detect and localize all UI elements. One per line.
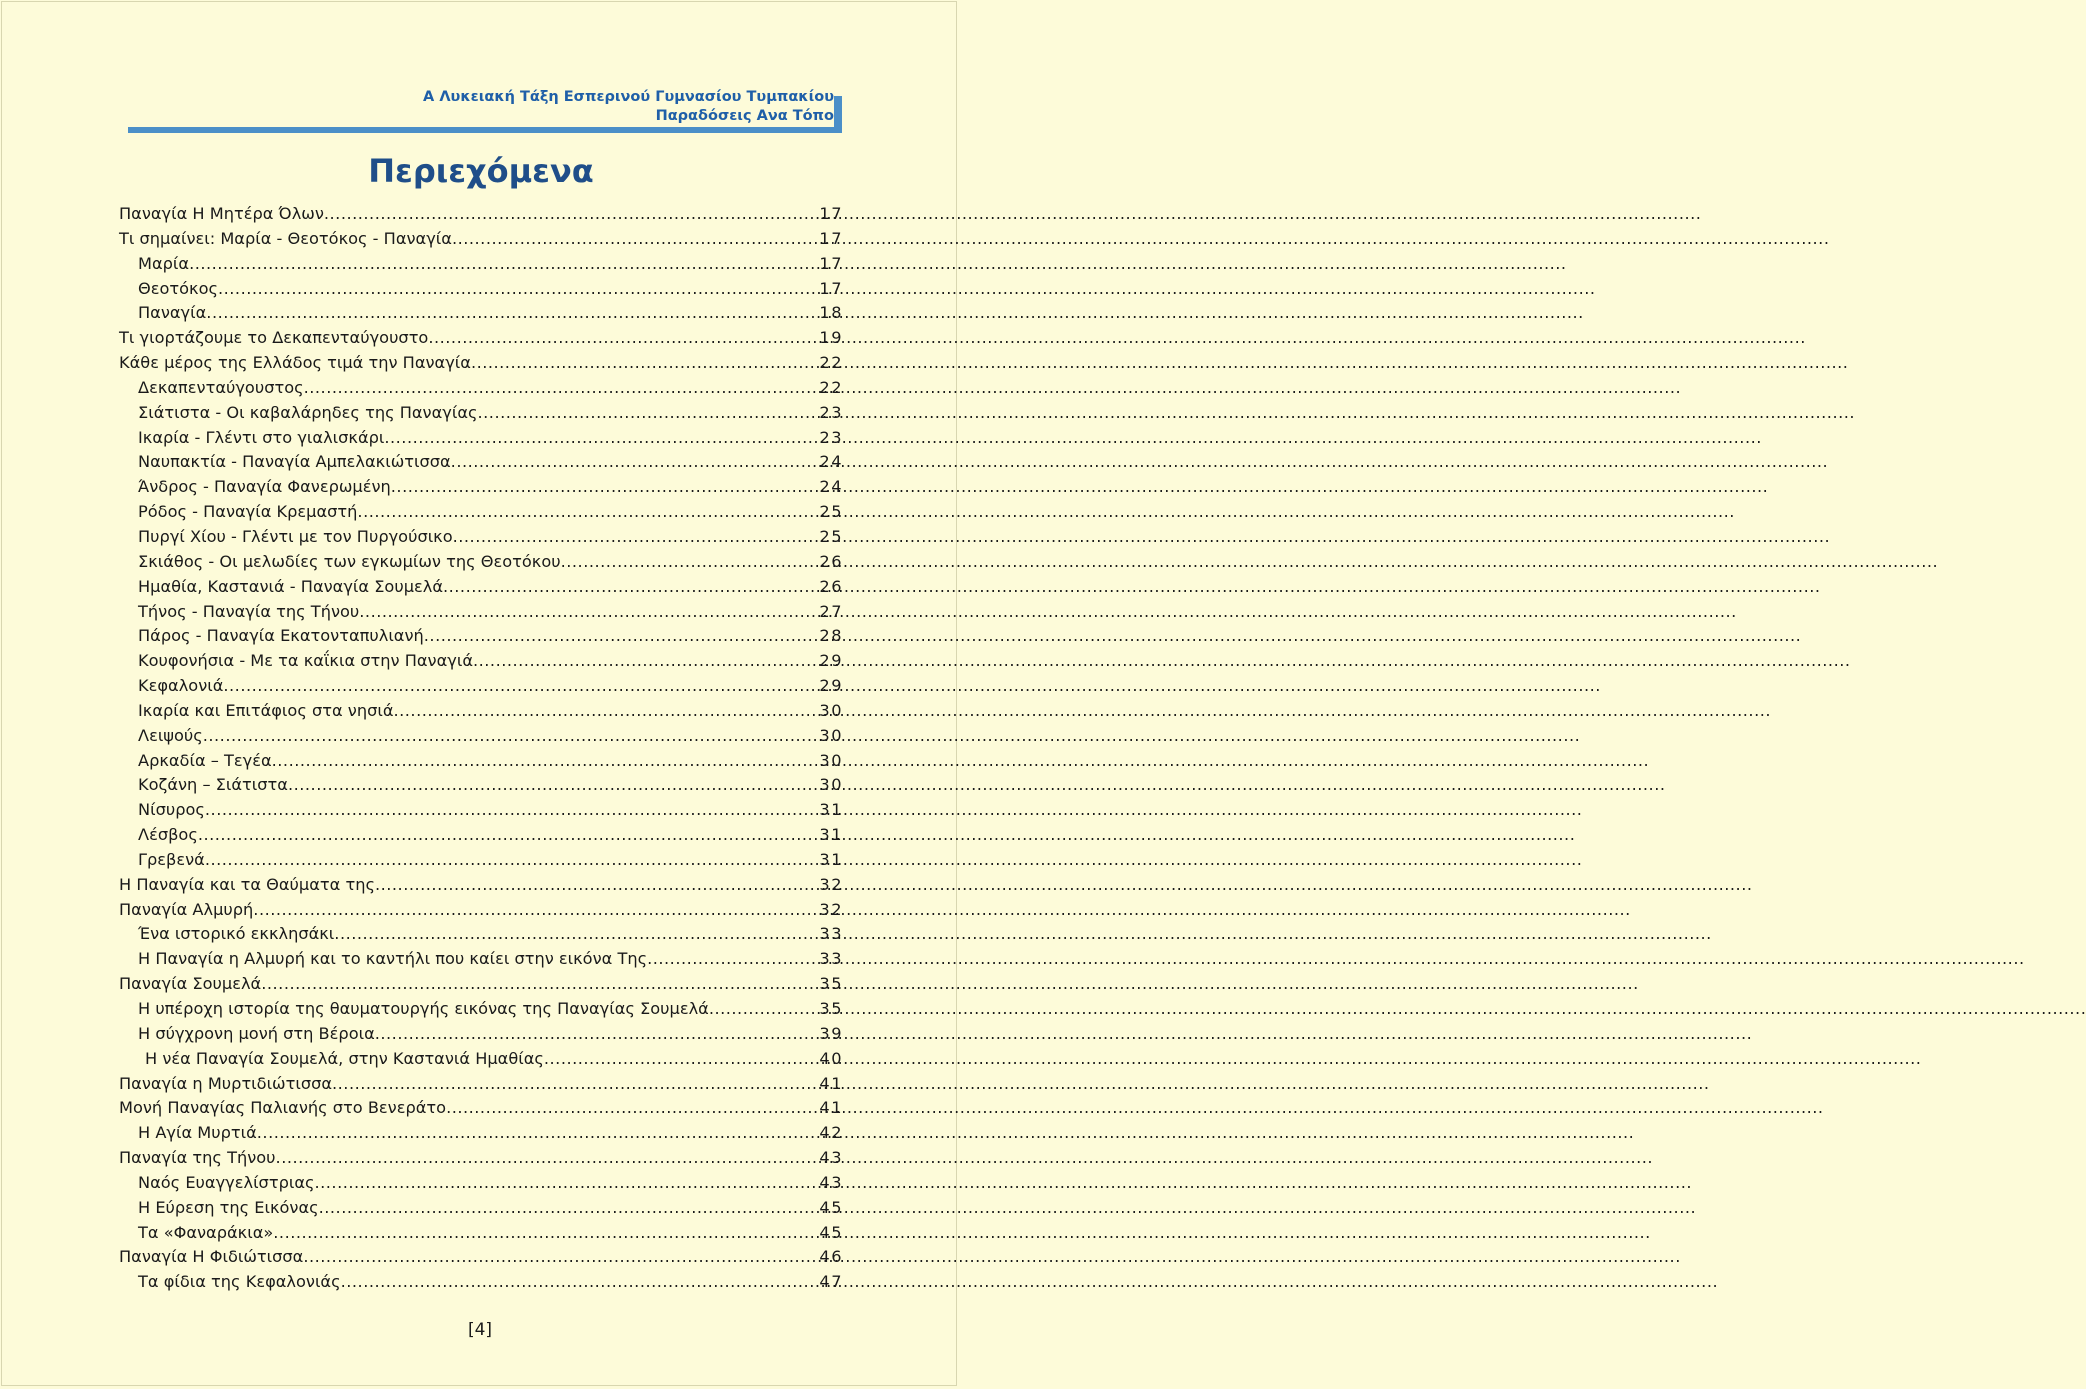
toc-entry-page: 30 (819, 750, 843, 770)
toc-entry-title: Μαρία (138, 253, 190, 273)
toc-entry[interactable] (119, 301, 843, 326)
toc-entry-title: Παναγία Η Μητέρα Όλων (119, 204, 324, 223)
toc-leader-dots (544, 1047, 818, 1072)
toc-entry-page: 29 (819, 651, 843, 671)
toc-entry-page: 43 (819, 1172, 843, 1192)
table-of-contents (119, 202, 843, 1295)
toc-entry-page: 27 (819, 601, 843, 621)
toc-entry[interactable] (119, 848, 843, 873)
toc-leader-dots (272, 749, 818, 774)
toc-entry-page: 29 (819, 676, 843, 696)
toc-leader-dots (198, 823, 818, 848)
toc-leader-dots (319, 1196, 818, 1221)
toc-entry-page: 33 (819, 949, 843, 969)
toc-entry[interactable] (119, 1072, 843, 1097)
toc-entry[interactable] (119, 277, 843, 302)
toc-leader-dots (359, 600, 817, 625)
toc-entry-page: 31 (819, 800, 843, 820)
toc-leader-dots (261, 972, 817, 997)
toc-entry[interactable] (119, 922, 843, 947)
toc-entry-title: Δεκαπενταύγουστος (138, 377, 304, 397)
toc-leader-dots (375, 873, 817, 898)
toc-leader-dots (473, 649, 817, 674)
toc-entry-title: Τήνος - Παναγία της Τήνου (138, 601, 360, 621)
toc-leader-dots (273, 1221, 817, 1246)
toc-entry-page: 45 (819, 1197, 843, 1217)
toc-leader-dots (384, 426, 817, 451)
toc-entry[interactable] (119, 600, 843, 625)
toc-entry[interactable] (119, 450, 843, 475)
toc-entry[interactable] (119, 773, 843, 798)
toc-entry-page: 17 (819, 228, 843, 248)
running-header (423, 88, 842, 126)
toc-entry[interactable] (119, 1096, 843, 1121)
toc-entry-page: 31 (819, 849, 843, 869)
toc-entry[interactable] (119, 401, 843, 426)
toc-entry-title: Η νέα Παναγία Σουμελά, στην Καστανιά Ημαθίας (145, 1048, 544, 1068)
toc-leader-dots (375, 1022, 818, 1047)
toc-entry-title: Η υπέροχη ιστορία της θαυματουργής εικόνας της Παναγίας Σουμελά (138, 999, 709, 1018)
toc-leader-dots (276, 1146, 818, 1171)
toc-entry-title: Μονή Παναγίας Παλιανής στο Βενεράτο (119, 1098, 447, 1118)
toc-leader-dots (452, 227, 817, 252)
toc-leader-dots (453, 525, 818, 550)
toc-entry[interactable] (119, 426, 843, 451)
toc-entry-page: 19 (819, 328, 843, 348)
toc-entry-title: Σιάτιστα - Οι καβαλάρηδες της Παναγίας (138, 402, 478, 422)
toc-entry-page: 46 (819, 1247, 843, 1267)
toc-entry-page: 23 (819, 427, 843, 447)
toc-entry-title: Αρκαδία – Τεγέα (138, 750, 272, 770)
toc-entry[interactable] (119, 252, 843, 277)
toc-entry-title: Η Παναγία και τα Θαύματα της (119, 874, 375, 894)
page-number: [4] (467, 1320, 493, 1340)
toc-leader-dots (357, 500, 817, 525)
toc-entry[interactable] (119, 649, 843, 674)
toc-entry[interactable] (119, 724, 843, 749)
toc-entry[interactable] (119, 575, 843, 600)
toc-leader-dots (205, 848, 818, 873)
toc-entry-title: Κεφαλονιά (138, 676, 224, 696)
toc-entry-page: 31 (819, 825, 843, 845)
toc-entry[interactable] (119, 798, 843, 823)
toc-entry[interactable] (119, 947, 843, 972)
toc-entry[interactable] (119, 1196, 843, 1221)
toc-entry-page: 33 (819, 924, 843, 944)
toc-leader-dots (205, 798, 817, 823)
toc-entry-page: 26 (819, 576, 843, 596)
toc-entry-page: 17 (819, 253, 843, 273)
toc-entry-title: Ικαρία - Γλέντι στο γιαλισκάρι (138, 427, 385, 447)
toc-entry-title: Λέσβος (138, 825, 198, 845)
toc-leader-dots (428, 326, 817, 351)
toc-entry[interactable] (119, 1245, 843, 1270)
toc-leader-dots (257, 1121, 818, 1146)
toc-entry-title: Ναυπακτία - Παναγία Αμπελακιώτισσα (138, 452, 451, 472)
toc-entry-title: Κουφονήσια - Με τα καΐκια στην Παναγιά (138, 651, 473, 671)
toc-entry-page: 17 (819, 204, 843, 223)
toc-leader-dots (303, 1245, 817, 1270)
toc-leader-dots (315, 1171, 818, 1196)
toc-entry-page: 42 (819, 1123, 843, 1143)
toc-entry-page: 35 (819, 974, 843, 994)
toc-leader-dots (288, 773, 817, 798)
toc-entry-page: 25 (819, 502, 843, 522)
toc-entry-page: 30 (819, 700, 843, 720)
toc-entry[interactable] (119, 376, 843, 401)
toc-entry-title: Παναγία της Τήνου (119, 1148, 276, 1168)
toc-entry-title: Ρόδος - Παναγία Κρεμαστή (138, 502, 358, 522)
toc-entry-page: 35 (819, 999, 843, 1018)
toc-entry-title: Γρεβενά (138, 849, 205, 869)
toc-entry-title: Θεοτόκος (138, 278, 218, 298)
toc-entry-title: Παναγία Σουμελά (119, 974, 262, 994)
toc-entry[interactable] (119, 1022, 843, 1047)
toc-leader-dots (253, 898, 817, 923)
toc-entry-title: Η Παναγία η Αλμυρή και το καντήλι που καίει στην εικόνα Της (138, 949, 648, 969)
toc-entry[interactable] (119, 997, 843, 1022)
toc-entry[interactable] (119, 972, 843, 997)
toc-entry[interactable] (119, 823, 843, 848)
toc-leader-dots (324, 202, 818, 227)
toc-entry-page: 22 (819, 377, 843, 397)
header-rule (128, 127, 836, 133)
toc-leader-dots (223, 674, 817, 699)
toc-leader-dots (451, 450, 818, 475)
toc-entry[interactable] (119, 202, 843, 227)
toc-entry-title: Η Αγία Μυρτιά (138, 1123, 257, 1143)
toc-entry-page: 22 (819, 353, 843, 373)
toc-entry[interactable] (119, 1270, 843, 1295)
toc-entry-page: 47 (819, 1272, 843, 1292)
toc-entry-title: Ικαρία και Επιτάφιος στα νησιά (138, 700, 394, 720)
toc-leader-dots (332, 1072, 817, 1097)
toc-entry[interactable] (119, 227, 843, 252)
toc-entry[interactable] (119, 699, 843, 724)
toc-entry[interactable] (119, 749, 843, 774)
toc-entry[interactable] (119, 1171, 843, 1196)
toc-entry-title: Πυργί Χίου - Γλέντι με τον Πυργούσικο (138, 526, 453, 546)
toc-leader-dots (218, 277, 817, 302)
toc-entry-page: 18 (819, 303, 843, 323)
toc-entry-title: Παναγία Η Φιδιώτισσα (119, 1247, 304, 1267)
toc-entry-page: 45 (819, 1222, 843, 1242)
toc-leader-dots (391, 475, 818, 500)
toc-entry[interactable] (119, 898, 843, 923)
toc-entry[interactable] (119, 500, 843, 525)
toc-entry-title: Λειψούς (138, 725, 203, 745)
toc-entry-title: Ναός Ευαγγελίστριας (138, 1172, 315, 1192)
toc-entry-title: Τι σημαίνει: Μαρία - Θεοτόκος - Παναγία (119, 228, 452, 248)
toc-entry[interactable] (119, 475, 843, 500)
header-line-1: Α Λυκειακή Τάξη Εσπερινού Γυμνασίου Τυμπακίου (423, 89, 834, 105)
toc-entry[interactable] (119, 1221, 843, 1246)
toc-entry-title: Τι γιορτάζουμε το Δεκαπενταύγουστο (119, 328, 429, 348)
toc-entry-page: 32 (819, 874, 843, 894)
toc-entry[interactable] (119, 1121, 843, 1146)
toc-entry-page: 26 (819, 551, 843, 571)
toc-entry-title: Πάρος - Παναγία Εκατονταπυλιανή (138, 626, 424, 646)
toc-leader-dots (304, 376, 818, 401)
toc-leader-dots (334, 922, 817, 947)
toc-entry-page: 40 (819, 1048, 843, 1068)
toc-entry-page: 30 (819, 725, 843, 745)
toc-leader-dots (424, 624, 818, 649)
toc-leader-dots (709, 997, 818, 1022)
toc-entry-page: 32 (819, 899, 843, 919)
toc-entry-page: 41 (819, 1098, 843, 1118)
toc-entry-title: Άνδρος - Παναγία Φανερωμένη (138, 477, 391, 497)
toc-leader-dots (189, 252, 817, 277)
toc-entry[interactable] (119, 873, 843, 898)
toc-entry[interactable] (119, 1146, 843, 1171)
toc-leader-dots (478, 401, 818, 426)
toc-entry[interactable] (119, 525, 843, 550)
toc-entry-title: Παναγία (138, 303, 207, 323)
toc-entry-page: 25 (819, 526, 843, 546)
page-title: Περιεχόμενα (368, 152, 594, 190)
toc-entry-page: 17 (819, 278, 843, 298)
toc-entry[interactable] (119, 624, 843, 649)
toc-leader-dots (471, 351, 817, 376)
toc-entry-title: Τα «Φαναράκια» (138, 1222, 274, 1242)
toc-entry-title: Η σύγχρονη μονή στη Βέροια (138, 1023, 375, 1043)
toc-entry-page: 24 (819, 452, 843, 472)
toc-entry-page: 23 (819, 402, 843, 422)
toc-leader-dots (561, 550, 818, 575)
toc-entry-title: Τα φίδια της Κεφαλονιάς (138, 1272, 341, 1292)
toc-leader-dots (446, 1096, 817, 1121)
toc-entry-title: Ημαθία, Καστανιά - Παναγία Σουμελά (138, 576, 443, 596)
toc-entry-page: 41 (819, 1073, 843, 1093)
header-line-2: Παραδόσεις Ανα Τόπο (655, 108, 834, 124)
toc-entry[interactable] (119, 674, 843, 699)
toc-leader-dots (341, 1270, 818, 1295)
toc-leader-dots (394, 699, 818, 724)
toc-entry-page: 28 (819, 626, 843, 646)
toc-entry-title: Νίσυρος (138, 800, 205, 820)
toc-entry-title: Παναγία Αλμυρή (119, 899, 254, 919)
toc-entry-title: Παναγία η Μυρτιδιώτισσα (119, 1073, 333, 1093)
toc-entry[interactable] (119, 326, 843, 351)
toc-leader-dots (443, 575, 817, 600)
toc-entry-page: 39 (819, 1023, 843, 1043)
toc-entry-title: Η Εύρεση της Εικόνας (138, 1197, 319, 1217)
toc-leader-dots (206, 301, 817, 326)
toc-entry[interactable] (119, 550, 843, 575)
toc-entry-title: Κοζάνη – Σιάτιστα (138, 775, 288, 795)
toc-entry-page: 24 (819, 477, 843, 497)
toc-entry[interactable] (119, 351, 843, 376)
toc-leader-dots (203, 724, 818, 749)
toc-entry[interactable] (119, 1047, 843, 1072)
toc-entry-page: 30 (819, 775, 843, 795)
toc-entry-title: Σκιάθος - Οι μελωδίες των εγκωμίων της Θεοτόκου (138, 551, 561, 571)
toc-entry-page: 43 (819, 1148, 843, 1168)
toc-leader-dots (647, 947, 817, 972)
toc-entry-title: Ένα ιστορικό εκκλησάκι (138, 924, 335, 944)
toc-entry-title: Κάθε μέρος της Ελλάδος τιμά την Παναγία (119, 353, 471, 373)
